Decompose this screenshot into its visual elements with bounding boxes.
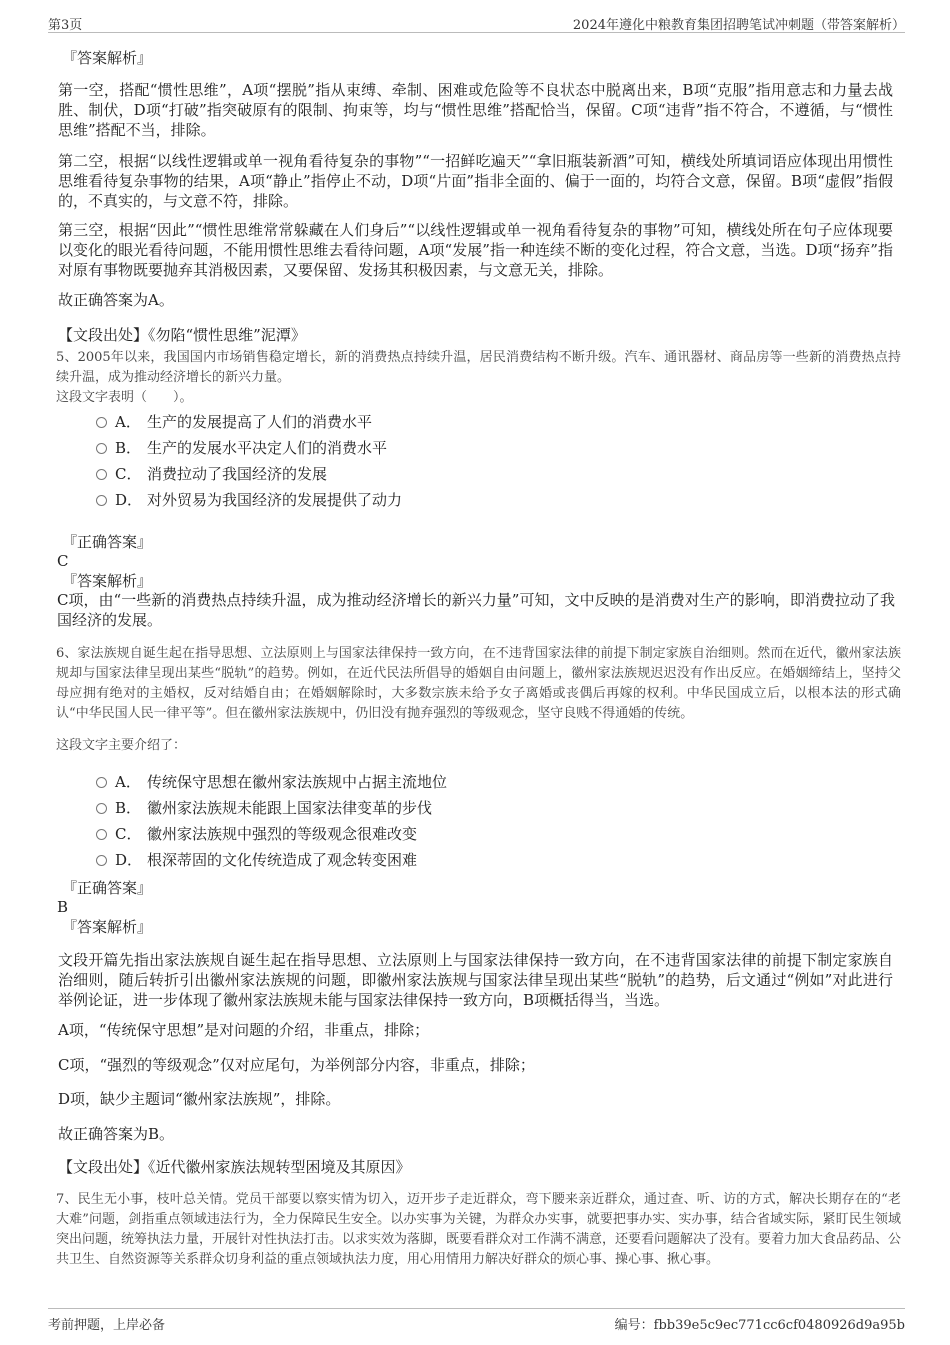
q4-conclusion: 故正确答案为A。 [58,291,174,309]
q5-option-d[interactable] [96,490,402,510]
option-letter: D． [115,851,143,869]
q5-answer: C [57,552,69,570]
option-letter: B． [115,439,142,457]
q6-analysis-para-1: 文段开篇先指出家法族规自诞生起在指导思想、立法原则上与国家法律保持一致方向，在不违背国家法律的前提下制定家族自治细则，随后转折引出徽州家法族规的问题，即徽州家法族规与国家法律呈现出某些“脱轨”的趋势，后文通过“例如”对此进行举例论证，进一步体现了徽州家法族规未能与国家法律保持一致方向，B项概括得当，当选。 [58,951,893,1009]
option-text: 对外贸易为我国经济的发展提供了动力 [147,491,403,509]
q6-analysis-para-3: C项，“强烈的等级观念”仅对应尾句，为举例部分内容，非重点，排除； [58,1056,535,1074]
option-letter: A． [115,773,141,791]
page-header [48,10,905,33]
footer-slogan: 考前押题，上岸必备 [48,1318,166,1333]
option-letter: D． [115,491,143,509]
q5-analysis: C项，由“一些新的消费热点持续升温，成为推动经济增长的新兴力量”可知，文中反映的是消费对生产的影响，即消费拉动了我国经济的发展。 [57,591,895,629]
q6-answer: B [57,898,69,916]
q6-answer-label: 『正确答案』 [62,879,153,897]
q6-prompt: 这段文字主要介绍了： [56,738,187,753]
option-text: 生产的发展水平决定人们的消费水平 [147,439,388,457]
radio-icon[interactable] [96,443,107,454]
q4-analysis-para-2: 第二空，根据“以线性逻辑或单一视角看待复杂的事物”“一招鲜吃遍天”“拿旧瓶装新酒”可知，横线处所填词语应体现出用惯性思维看待复杂事物的结果，A项“静止”指停止不动，D项“片面”指非全面的、偏于一面的，均符合文意，保留。B项“虚假”指假的，不真实的，与文意不符，排除。 [58,152,893,210]
q5-option-a[interactable] [96,412,372,432]
radio-icon[interactable] [96,803,107,814]
option-text: 根深蒂固的文化传统造成了观念转变困难 [147,851,418,869]
option-text: 生产的发展提高了人们的消费水平 [147,413,373,431]
radio-icon[interactable] [96,495,107,506]
q6-analysis-para-4: D项，缺少主题词“徽州家法族规”，排除。 [58,1090,341,1108]
page-number: 第3页 [48,18,83,33]
option-letter: A． [115,413,141,431]
q5-prompt: 这段文字表明（ ）。 [56,390,193,405]
q5-option-b[interactable] [96,438,387,458]
option-text: 徽州家法族规中强烈的等级观念很难改变 [147,825,418,843]
q6-option-a[interactable] [96,772,447,792]
radio-icon[interactable] [96,417,107,428]
q5-question-text: 5、2005年以来，我国国内市场销售稳定增长，新的消费热点持续升温，居民消费结构不断升级。汽车、通讯器材、商品房等一些新的消费热点持续升温，成为推动经济增长的新兴力量。 [56,350,901,385]
option-letter: C． [115,825,142,843]
q4-analysis-para-1: 第一空，搭配“惯性思维”，A项“摆脱”指从束缚、牵制、困难或危险等不良状态中脱离出来，B项“克服”指用意志和力量去战胜、制伏，D项“打破”指突破原有的限制、拘束等，均与“惯性思维”搭配恰当，保留。C项“违背”指不符合，不遵循，与“惯性思维”搭配不当，排除。 [58,81,893,139]
radio-icon[interactable] [96,469,107,480]
q6-option-d[interactable] [96,850,417,870]
q4-analysis-label: 『答案解析』 [62,49,153,67]
page-footer [48,1308,905,1331]
option-text: 传统保守思想在徽州家法族规中占据主流地位 [147,773,448,791]
radio-icon[interactable] [96,829,107,840]
q6-analysis-label: 『答案解析』 [62,918,153,936]
option-letter: B． [115,799,142,817]
option-letter: C． [115,465,142,483]
document-title: 2024年遵化中粮教育集团招聘笔试冲刺题（带答案解析） [572,18,905,33]
q5-analysis-label: 『答案解析』 [62,572,153,590]
q4-source: 【文段出处】《勿陷“惯性思维”泥潭》 [58,326,306,344]
q6-analysis-para-2: A项，“传统保守思想”是对问题的介绍，非重点，排除； [58,1021,430,1039]
q5-answer-label: 『正确答案』 [62,533,153,551]
q5-option-c[interactable] [96,464,327,484]
radio-icon[interactable] [96,777,107,788]
q6-conclusion: 故正确答案为B。 [58,1125,175,1143]
q6-option-b[interactable] [96,798,432,818]
q6-option-c[interactable] [96,824,417,844]
option-text: 徽州家法族规未能跟上国家法律变革的步伐 [147,799,433,817]
q6-source: 【文段出处】《近代徽州家族法规转型困境及其原因》 [58,1158,411,1176]
option-text: 消费拉动了我国经济的发展 [147,465,328,483]
footer-serial: 编号：fbb39e5c9ec771cc6cf0480926d9a95b [614,1318,905,1333]
q6-question-text: 6、家法族规自诞生起在指导思想、立法原则上与国家法律保持一致方向，在不违背国家法律的前提下制定家族自治细则。然而在近代，徽州家法族规却与国家法律呈现出某些“脱轨”的趋势。例如，在近代民法所倡导的婚姻自由问题上，徽州家法族规迟迟没有作出反应。在婚姻缔结上，坚持父母应拥有绝对的主婚权，反对结婚自由；在婚姻解除时，大多数宗族未给予女子离婚或丧偶后再嫁的权利。中华民国成立后，以根本法的形式确认“中华民国人民一律平等”。但在徽州家法族规中，仍旧没有抛弃强烈的等级观念，坚守良贱不得通婚的传统。 [56,646,901,721]
radio-icon[interactable] [96,855,107,866]
q4-analysis-para-3: 第三空，根据“因此”“惯性思维常常躲藏在人们身后”“以线性逻辑或单一视角看待复杂的事物”可知，横线处所在句子应体现要以变化的眼光看待问题，不能用惯性思维去看待问题，A项“发展”指一种连续不断的变化过程，符合文意，当选。D项“扬弃”指对原有事物既要抛弃其消极因素，又要保留、发扬其积极因素，与文意无关，排除。 [58,221,893,279]
q7-question-text: 7、民生无小事，枝叶总关情。党员干部要以察实情为切入，迈开步子走近群众，弯下腰来亲近群众，通过查、听、访的方式，解决长期存在的“老大难”问题，剑指重点领域违法行为，全力保障民生安全。以办实事为关键，为群众办实事，就要把事办实、实办事，结合省域实际，紧盯民生领域突出问题，统筹执法力量，开展针对性执法打击。以求实效为落脚，既要看群众对工作满不满意，还要看问题解决了没有。要着力加大食品药品、公共卫生、自然资源等关系群众切身利益的重点领域执法力度，用心用情用力解决好群众的烦心事、操心事、揪心事。 [56,1192,902,1267]
